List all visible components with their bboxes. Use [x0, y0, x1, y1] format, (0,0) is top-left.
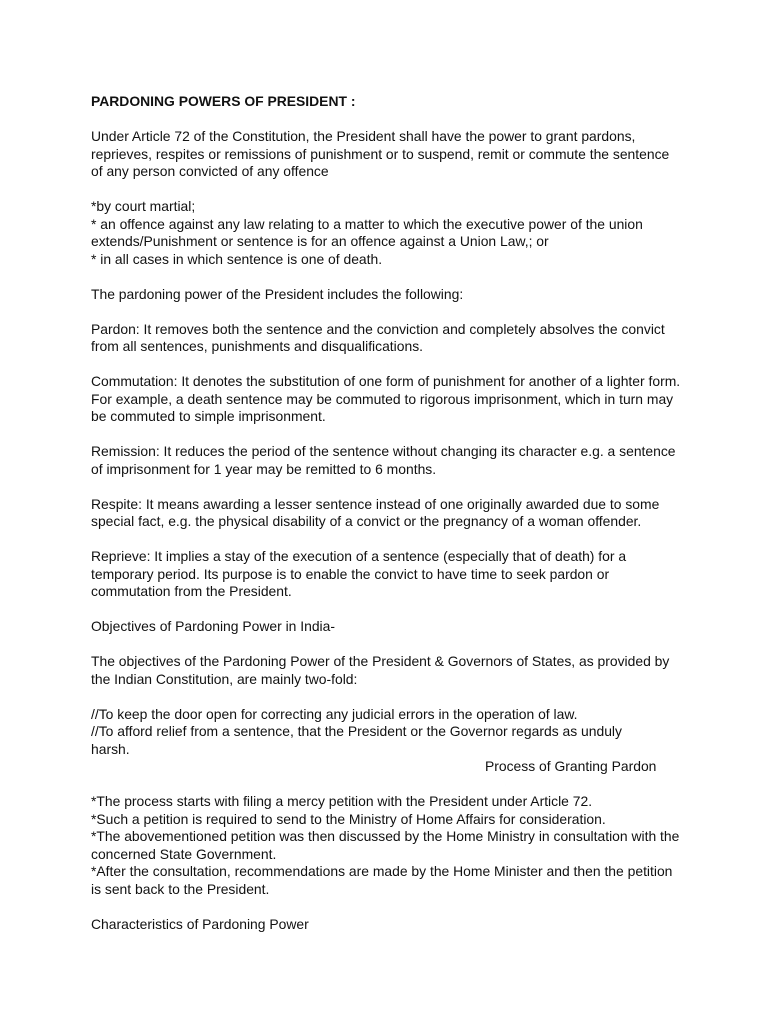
commutation-paragraph [91, 373, 691, 426]
commutation-line: Commutation: It denotes the substitution of one form of punishment for another of a lighter form. [91, 373, 681, 389]
intro-line: Under Article 72 of the Constitution, the President shall have the power to grant pardons, [91, 128, 636, 144]
objectives-heading-text: Objectives of Pardoning Power in India- [91, 618, 335, 634]
characteristics-heading-text: Characteristics of Pardoning Power [91, 915, 309, 932]
objectives-list [91, 706, 691, 776]
title-text: PARDONING POWERS OF PRESIDENT : [91, 93, 356, 109]
intro-line: of any person convicted of any offence [91, 163, 329, 179]
condition-item: *by court martial; [91, 198, 196, 214]
pardon-line: Pardon: It removes both the sentence and the conviction and completely absolves the convict [91, 320, 665, 337]
remission-paragraph [91, 443, 691, 478]
pardon-paragraph [91, 321, 691, 356]
remission-line: Remission: It reduces the period of the sentence without changing its character e.g. a sentence [91, 443, 676, 459]
condition-item: * in all cases in which sentence is one of death. [91, 250, 383, 267]
commutation-line: For example, a death sentence may be commuted to rigorous imprisonment, which in turn may [91, 390, 674, 407]
objectives-intro-line: The objectives of the Pardoning Power of the President & Governors of States, as provided by [91, 653, 670, 669]
remission-line: of imprisonment for 1 year may be remitted to 6 months. [91, 460, 437, 477]
condition-item: * an offence against any law relating to a matter to which the executive power of the union [91, 215, 643, 232]
commutation-line: be commuted to simple imprisonment. [91, 408, 326, 424]
intro-line: reprieves, respites or remissions of punishment or to suspend, remit or commute the sentence [91, 145, 670, 162]
process-item: is sent back to the President. [91, 880, 270, 897]
intro-paragraph [91, 128, 691, 181]
process-item: *After the consultation, recommendations are made by the Home Minister and then the petition [91, 863, 673, 879]
objective-item: //To keep the door open for correcting any judicial errors in the operation of law. [91, 705, 578, 722]
respite-line: special fact, e.g. the physical disability of a convict or the pregnancy of a woman offender. [91, 513, 642, 529]
process-item: *Such a petition is required to send to the Ministry of Home Affairs for consideration. [91, 810, 606, 827]
includes-heading-text: The pardoning power of the President includes the following: [91, 285, 464, 302]
document-body [91, 93, 691, 951]
characteristics-heading [91, 916, 691, 934]
respite-paragraph [91, 496, 691, 531]
reprieve-line: commutation from the President. [91, 583, 292, 599]
objectives-intro [91, 653, 691, 688]
pardon-line: from all sentences, punishments and disqualifications. [91, 338, 424, 354]
reprieve-line: Reprieve: It implies a stay of the execution of a sentence (especially that of death) for a [91, 548, 627, 564]
process-item: *The abovementioned petition was then discussed by the Home Ministry in consultation with the [91, 828, 680, 844]
process-item: concerned State Government. [91, 845, 277, 862]
objectives-heading [91, 618, 691, 636]
document-title [91, 93, 691, 111]
process-item: *The process starts with filing a mercy petition with the President under Article 72. [91, 793, 593, 809]
reprieve-line: temporary period. Its purpose is to enable the convict to have time to seek pardon or [91, 565, 610, 582]
condition-item: extends/Punishment or sentence is for an offence against a Union Law,; or [91, 233, 549, 249]
objectives-intro-line: the Indian Constitution, are mainly two-fold: [91, 670, 358, 687]
reprieve-paragraph [91, 548, 691, 601]
conditions-list [91, 198, 691, 268]
process-heading: Process of Granting Pardon [485, 758, 657, 774]
includes-heading [91, 286, 691, 304]
respite-line: Respite: It means awarding a lesser sentence instead of one originally awarded due to some [91, 495, 660, 512]
process-list [91, 793, 691, 898]
objective-item: harsh. [91, 740, 130, 757]
objective-item: //To afford relief from a sentence, that the President or the Governor regards as unduly [91, 723, 622, 739]
